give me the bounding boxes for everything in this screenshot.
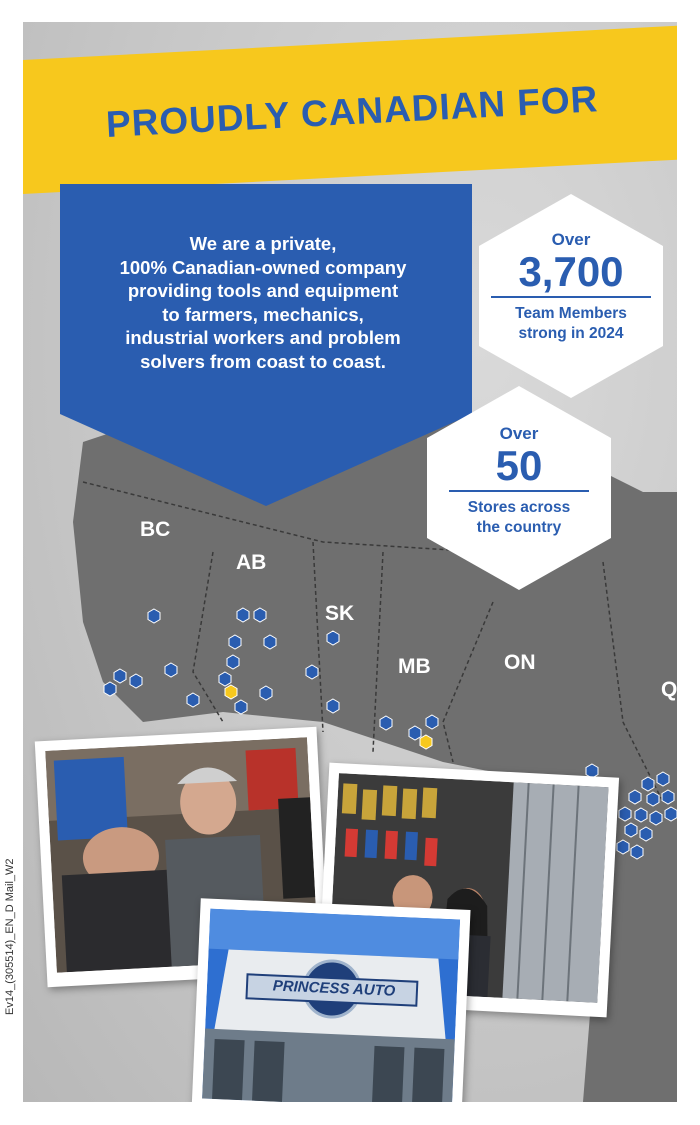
- stores-stat-caption-2: the country: [476, 519, 562, 536]
- store-marker: [635, 808, 647, 822]
- store-marker: [629, 790, 641, 804]
- team-stat-prefix: Over: [551, 230, 591, 249]
- store-sign-text: PRINCESS AUTO: [272, 977, 396, 1000]
- store-marker: [165, 663, 177, 677]
- stores-stat-caption-1: Stores across: [467, 499, 571, 516]
- store-marker: [260, 686, 272, 700]
- store-marker: [640, 827, 652, 841]
- province-label-mb: MB: [398, 655, 431, 678]
- store-marker: [327, 631, 339, 645]
- store-marker: [619, 807, 631, 821]
- store-marker: [617, 840, 629, 854]
- province-label-qc: Q: [661, 678, 677, 701]
- banner-title: PROUDLY CANADIAN FOR: [105, 78, 600, 145]
- store-marker: [306, 665, 318, 679]
- store-marker: [235, 700, 247, 714]
- intro-line: 100% Canadian-owned company: [119, 256, 407, 278]
- store-marker: [662, 790, 674, 804]
- infographic-panel: [23, 22, 677, 1102]
- store-marker: [219, 672, 231, 686]
- store-marker: [114, 669, 126, 683]
- province-label-sk: SK: [325, 602, 355, 625]
- store-marker: [631, 845, 643, 859]
- store-marker: [254, 608, 266, 622]
- province-label-on: ON: [504, 651, 536, 674]
- intro-line: solvers from coast to coast.: [140, 350, 386, 372]
- province-label-bc: BC: [140, 518, 171, 541]
- store-marker: [148, 609, 160, 623]
- store-marker: [237, 608, 249, 622]
- stores-stat-prefix: Over: [499, 424, 539, 443]
- store-marker: [665, 807, 677, 821]
- store-marker: [187, 693, 199, 707]
- store-marker: [227, 655, 239, 669]
- store-marker: [380, 716, 392, 730]
- photo-storefront: [191, 898, 470, 1102]
- store-marker: [229, 635, 241, 649]
- intro-line: We are a private,: [189, 233, 337, 254]
- store-marker: [650, 811, 662, 825]
- store-marker: [327, 699, 339, 713]
- store-marker: [409, 726, 421, 740]
- store-marker: [104, 682, 116, 696]
- photo-storefront-image: [202, 909, 460, 1102]
- intro-line: industrial workers and problem: [125, 327, 401, 348]
- team-stat-value: 3,700: [518, 248, 624, 295]
- document-code: Ev14_(305514)_EN_D Mail_W2: [4, 858, 16, 1015]
- store-marker: [657, 772, 669, 786]
- store-marker: [625, 823, 637, 837]
- province-label-ab: AB: [236, 551, 267, 574]
- store-marker: [130, 674, 142, 688]
- team-stat-caption-1: Team Members: [515, 305, 627, 322]
- store-marker: [426, 715, 438, 729]
- team-stat-caption-2: strong in 2024: [518, 325, 624, 342]
- store-marker: [642, 777, 654, 791]
- intro-line: providing tools and equipment: [127, 280, 399, 301]
- store-marker: [264, 635, 276, 649]
- new-store-marker: [225, 685, 237, 699]
- store-marker: [647, 792, 659, 806]
- intro-line: to farmers, mechanics,: [162, 303, 364, 325]
- stores-stat-value: 50: [495, 442, 543, 489]
- new-store-marker: [420, 735, 432, 749]
